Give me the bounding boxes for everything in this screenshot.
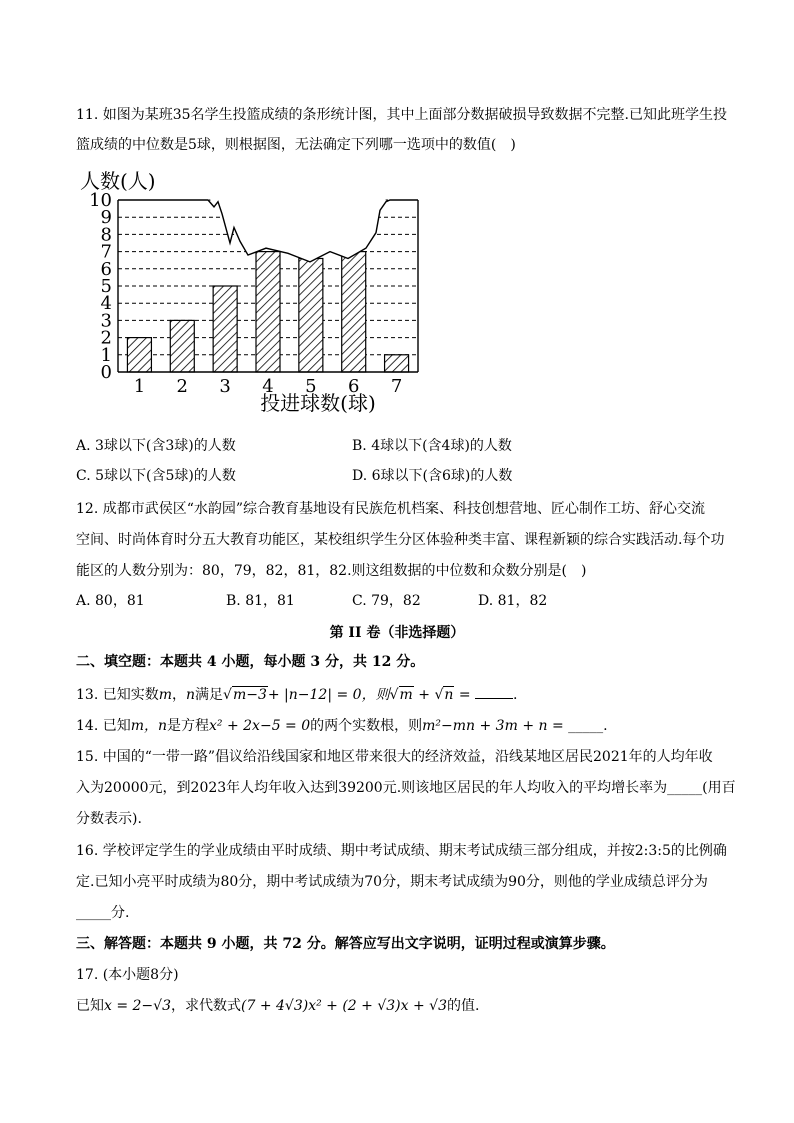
q12-option-d[interactable]: D. 81，82 [478,593,548,609]
q17-end: 的值. [446,998,480,1014]
y-tick-label: 10 [89,190,112,211]
bar-7 [385,355,409,372]
q17-mid: ，求代数式 [171,998,241,1014]
q14-vars: m，n [130,718,168,734]
x-tick-label: 1 [133,376,146,397]
q13-sep: ， [172,687,186,703]
q14-pre: 14. 已知 [76,718,131,734]
q11-option-c[interactable]: C. 5球以下(含5球)的人数 [76,468,236,484]
q13-sqrt2: m [399,687,413,703]
q11-line1: 11. 如图为某班35名学生投篮成绩的条形统计图，其中上面部分数据破损导致数据不完整.已知此班学生投 [76,107,727,123]
q15-line1: 15. 中国的“一带一路”倡议给沿线国家和地区带来很大的经济效益，沿线某地区居民2021年的人均年收 [76,749,713,765]
x-axis-label: 投进球数(球) [260,391,376,415]
q17-head: 17. (本小题8分) [76,967,179,983]
bar-3 [213,286,237,372]
q16-line3: _____分. [76,905,130,921]
q13: 13. 已知实数m，n满足√m−3+ |n−12| = 0，则√m + √n = . [76,684,517,705]
q13-pre: 13. 已知实数 [76,687,159,703]
y-tick-label: 5 [100,276,112,297]
x-tick-label: 2 [176,376,189,397]
q13-answer-blank[interactable] [475,684,513,699]
q11-option-d[interactable]: D. 6球以下(含6球)的人数 [352,468,513,484]
q16-line1: 16. 学校评定学生的学业成绩由平时成绩、期中考试成绩、期末考试成绩三部分组成，并按2:3:5的比例确 [76,843,727,859]
q13-eq: = [454,687,476,703]
q13-end: . [513,687,518,703]
q17-given: x = 2−√3 [104,998,171,1014]
q14-mid: 是方程 [167,718,210,734]
q17-pre: 已知 [76,998,104,1014]
q12-line2: 空间、时尚体育时分五大教育功能区，某校组织学生分区体验种类丰富、课程新颖的综合实践活动.每个功 [76,532,725,548]
q15-line3: 分数表示). [76,811,142,827]
q17-expression: (7 + 4√3)x² + (2 + √3)x + √3 [241,998,447,1014]
q12-option-c[interactable]: C. 79，82 [352,593,421,609]
y-tick-label: 1 [100,344,112,366]
q13-plus: + [413,687,435,703]
section3-heading: 三、解答题：本题共 9 小题，共 72 分。解答应写出文字说明，证明过程或演算步骤。 [76,936,615,952]
y-tick-label: 0 [100,362,112,383]
q14 [76,716,608,736]
bar-4 [256,252,280,372]
q11-option-b[interactable]: B. 4球以下(含4球)的人数 [352,438,512,454]
q12-line3: 能区的人数分别为：80，79，82，81，82.则这组数据的中位数和众数分别是( ) [76,563,587,579]
q13-sqrt1: m−3 [232,687,267,703]
y-tick-label: 3 [100,310,112,332]
bar-1 [127,338,151,372]
q12-option-b[interactable]: B. 81，81 [226,593,295,609]
x-tick-label: 3 [219,376,231,397]
bar-5 [299,258,323,372]
q11-option-a[interactable]: A. 3球以下(含3球)的人数 [76,438,236,454]
q14-end: = _____. [547,718,608,734]
q16-line2: 定.已知小亮平时成绩为80分，期中考试成绩为70分，期末考试成绩为90分，则他的学业成绩总评分为 [76,874,708,890]
q17-body [76,996,479,1016]
part2-title: 第 II 卷（非选择题） [329,625,465,641]
q12-option-a[interactable]: A. 80，81 [76,593,145,609]
y-tick-label: 4 [100,293,112,315]
x-tick-label: 4 [262,376,274,397]
q14-mid2: 的两个实数根，则 [310,718,423,734]
y-tick-label: 8 [100,224,112,246]
q14-equation: x² + 2x−5 = 0 [209,718,311,734]
bar-2 [170,320,194,372]
q14-expression: m²−mn + 3m + n [422,718,548,734]
q13-sqrt3: n [444,687,454,703]
section2-heading: 二、填空题：本题共 4 小题，每小题 3 分，共 12 分。 [76,654,425,670]
q13-var-n: n [186,687,196,703]
q15-line2: 入为20000元，到2023年人均年收入达到39200元.则该地区居民的年人均收入的平均增长率为_____(用百 [76,780,736,796]
bar-6 [342,252,366,372]
y-axis-label: 人数(人) [80,169,156,193]
bar-chart [78,168,438,418]
y-tick-label: 2 [100,327,112,349]
q13-abs: + |n−12| = 0，则 [267,687,390,703]
q13-mid: 满足 [195,687,224,703]
y-tick-label: 7 [100,241,112,263]
y-tick-label: 9 [100,207,112,229]
q11-line2: 篮成绩的中位数是5球，则根据图，无法确定下列哪一选项中的数值( ) [76,137,516,153]
x-tick-label: 7 [390,376,403,397]
x-tick-label: 5 [305,376,317,397]
x-tick-label: 6 [347,376,360,397]
q13-var-m: m [158,687,172,703]
y-tick-label: 6 [100,258,112,280]
q12-line1: 12. 成都市武侯区“水韵园”综合教育基地设有民族危机档案、科技创想营地、匠心制作工坊、舒心交流 [76,501,706,517]
